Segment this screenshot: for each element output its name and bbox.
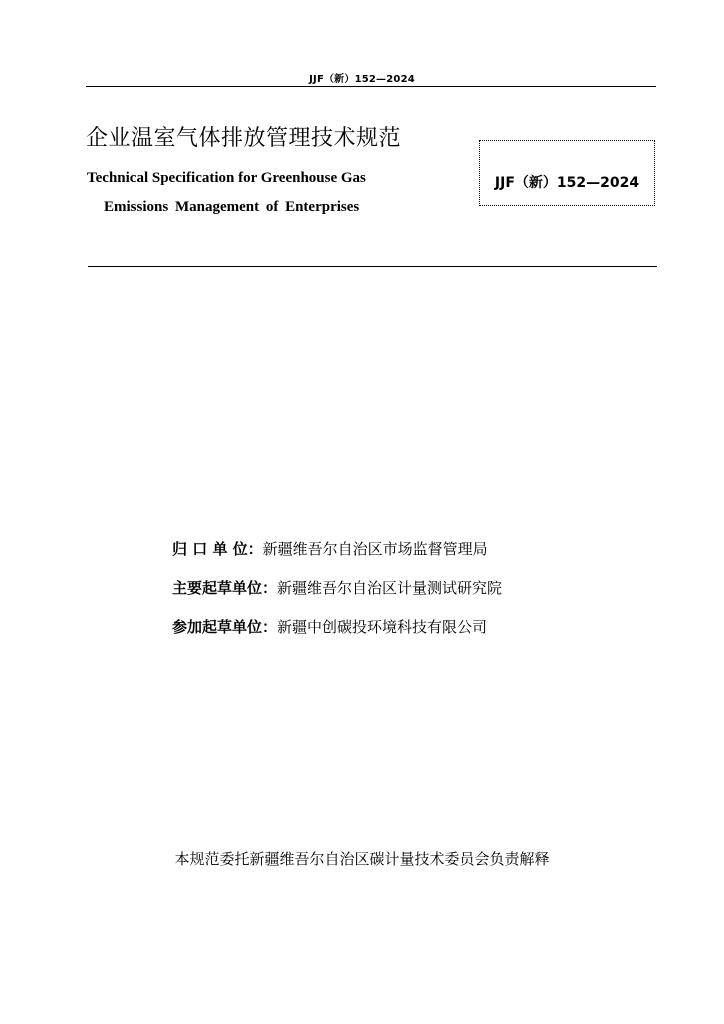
english-title-line-2: Emissions Management of Enterprises (104, 199, 360, 215)
org-value: 新疆维吾尔自治区市场监督管理局 (262, 540, 488, 558)
org-label: 主要起草单位： (172, 579, 278, 597)
org-label: 参加起草单位： (172, 618, 278, 636)
org-row-main-drafting-unit (172, 577, 502, 598)
org-label: 归 口 单 位： (172, 540, 263, 558)
title-divider (88, 266, 657, 267)
org-row-centralized-unit (172, 538, 488, 559)
header-standard-code: JJF（新）152—2024 (309, 74, 415, 85)
header-divider (86, 86, 656, 87)
org-value: 新疆中创碳投环境科技有限公司 (277, 618, 488, 636)
english-title-line-1: Technical Specification for Greenhouse Gas (87, 170, 366, 186)
interpretation-note: 本规范委托新疆维吾尔自治区碳计量技术委员会负责解释 (174, 850, 550, 868)
org-row-participating-unit (172, 616, 487, 637)
chinese-title: 企业温室气体排放管理技术规范 (86, 126, 402, 151)
standard-code-box-text: JJF（新）152—2024 (494, 175, 640, 191)
org-value: 新疆维吾尔自治区计量测试研究院 (277, 579, 503, 597)
